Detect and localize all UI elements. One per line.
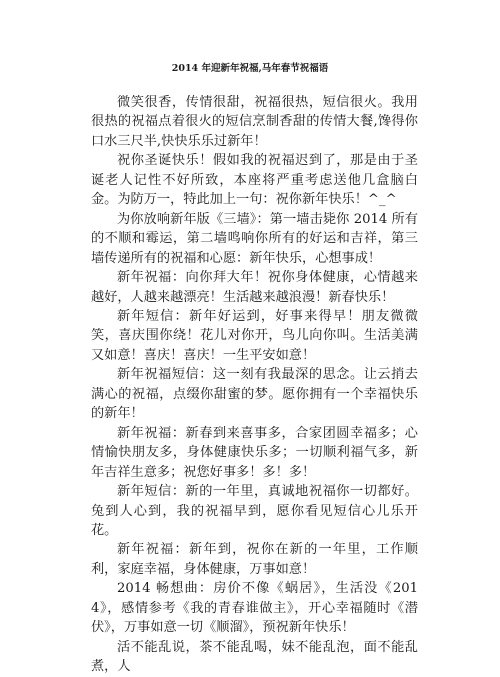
paragraph: 活不能乱说，茶不能乱喝，妹不能乱泡，面不能乱煮，人 xyxy=(91,639,418,675)
document-body xyxy=(91,93,418,677)
paragraph: 新年祝福：向你拜大年！祝你身体健康，心情越来越好，人越来越漂亮！生活越来越浪漫！新春快乐！ xyxy=(91,270,418,305)
paragraph: 为你放响新年版《三墙》：第一墙击毙你 2014 所有的不顺和霉运，第二墙鸣响你所有的好运和吉祥，第三墙传递所有的祝福和心愿：新年快乐，心想事成！ xyxy=(91,211,418,266)
page-title: 2014 年迎新年祝福,马年春节祝福语 xyxy=(171,63,329,74)
paragraph: 新年短信：新的一年里，真诚地祝福你一切都好。兔到人心到，我的祝福早到，愿你看见短信心儿乐开花。 xyxy=(91,484,418,538)
paragraph: 2014 畅想曲：房价不像《蜗居》，生活没《2014》，感情参考《我的青春谁做主》，开心幸福随时《潜伏》，万事如意一切《顺溜》，预祝新年快乐！ xyxy=(91,581,418,636)
paragraph: 祝你圣诞快乐！假如我的祝福迟到了，那是由于圣诞老人记性不好所致，本座将严重考虑送他几盒脑白金。为防万一，特此加上一句：祝你新年快乐！^_^ xyxy=(91,153,418,208)
paragraph: 新年祝福短信：这一刻有我最深的思念。让云捎去满心的祝福，点缀你甜蜜的梦。愿你拥有一个幸福快乐的新年！ xyxy=(91,367,418,422)
paragraph: 微笑很香，传情很甜，祝福很热，短信很火。我用很热的祝福点着很火的短信烹制香甜的传情大餐,馋得你口水三尺半,快快乐乐过新年！ xyxy=(91,95,418,149)
paragraph: 新年祝福：新春到来喜事多，合家团圆幸福多；心情愉快朋友多，身体健康快乐多；一切顺利福气多，新年吉祥生意多；祝您好事多！多！多！ xyxy=(91,425,418,480)
paragraph: 新年祝福：新年到，祝你在新的一年里，工作顺利，家庭幸福，身体健康，万事如意！ xyxy=(91,542,418,577)
paragraph: 新年短信：新年好运到，好事来得早！朋友微微笑，喜庆围你绕！花儿对你开，鸟儿向你叫。生活美满又如意！喜庆！喜庆！一生平安如意！ xyxy=(91,308,418,363)
